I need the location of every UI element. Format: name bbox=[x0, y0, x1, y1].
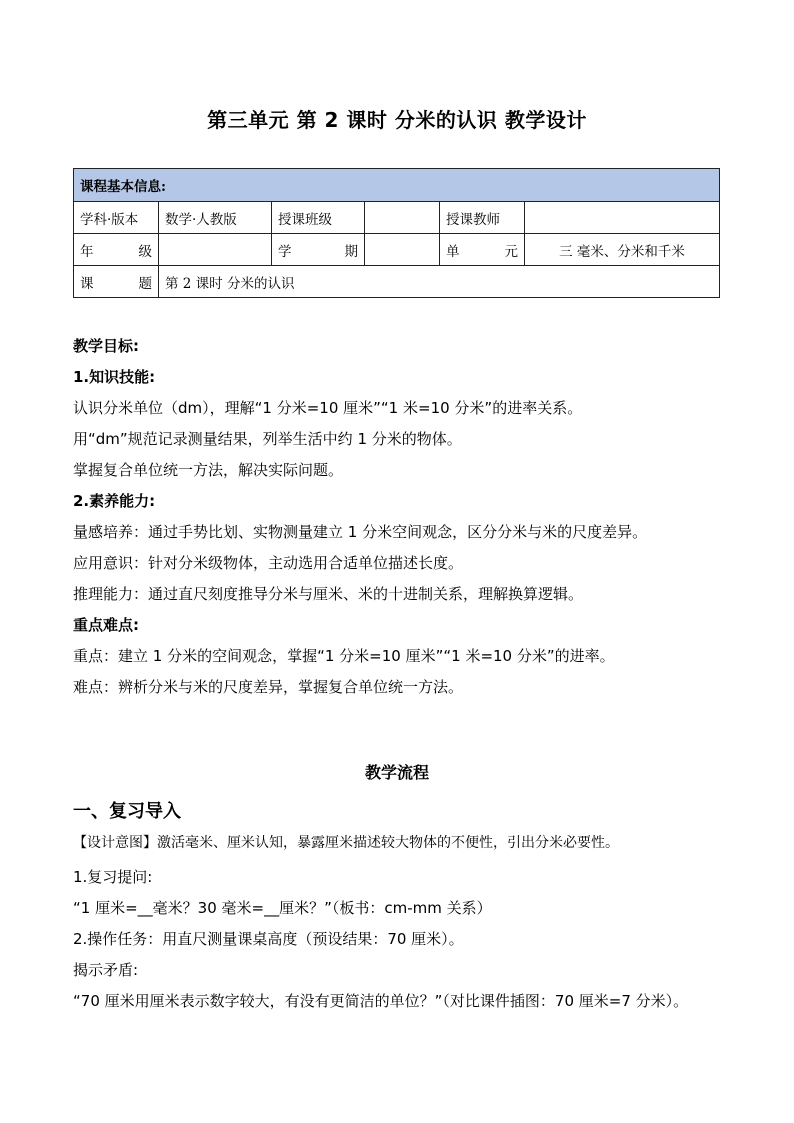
table-header: 课程基本信息: bbox=[74, 169, 720, 202]
topic-label-a: 课 bbox=[80, 275, 94, 292]
term-label bbox=[272, 234, 365, 266]
topic-label-b: 题 bbox=[138, 275, 152, 292]
objective-line: 推理能力：通过直尺刻度推导分米与厘米、米的十进制关系，理解换算逻辑。 bbox=[73, 585, 584, 603]
table-row bbox=[74, 202, 720, 234]
objective-line: 掌握复合单位统一方法，解决实际问题。 bbox=[73, 461, 344, 479]
subject-value: 数学·人教版 bbox=[159, 202, 272, 234]
unit-label bbox=[440, 234, 525, 266]
term-label-a: 学 bbox=[278, 243, 292, 260]
review-line: 揭示矛盾: bbox=[73, 961, 139, 979]
section-title: 一、复习导入 bbox=[73, 801, 181, 822]
unit-label-a: 单 bbox=[446, 243, 460, 260]
grade-label-b: 级 bbox=[138, 243, 152, 260]
objectives-subheading: 2.素养能力: bbox=[73, 492, 156, 510]
objective-line: 量感培养：通过手势比划、实物测量建立 1 分米空间观念，区分分米与米的尺度差异。 bbox=[73, 523, 648, 541]
review-section bbox=[73, 862, 763, 1017]
objectives-heading: 教学目标: bbox=[73, 337, 139, 355]
key-point-line: 难点：辨析分米与米的尺度差异，掌握复合单位统一方法。 bbox=[73, 678, 464, 696]
topic-label bbox=[74, 266, 159, 298]
class-label: 授课班级 bbox=[272, 202, 365, 234]
grade-label bbox=[74, 234, 159, 266]
design-intent: 【设计意图】激活毫米、厘米认知，暴露厘米描述较大物体的不便性，引出分米必要性。 bbox=[73, 835, 619, 851]
unit-value: 三 毫米、分米和千米 bbox=[525, 234, 720, 266]
teacher-label: 授课教师 bbox=[440, 202, 525, 234]
review-line: “70 厘米用厘米表示数字较大，有没有更简洁的单位？”（对比课件插图：70 厘米=7 分米）。 bbox=[73, 992, 689, 1010]
teacher-value bbox=[525, 202, 720, 234]
table-header-row bbox=[74, 169, 720, 202]
key-points-heading: 重点难点: bbox=[73, 616, 139, 634]
objective-line: 认识分米单位（dm），理解“1 分米=10 厘米”“1 米=10 分米”的进率关系。 bbox=[73, 399, 583, 417]
objective-line: 用“dm”规范记录测量结果，列举生活中约 1 分米的物体。 bbox=[73, 430, 462, 448]
flow-title: 教学流程 bbox=[364, 763, 429, 782]
review-line: “1 厘米=__毫米？30 毫米=__厘米？”（板书：cm-mm 关系） bbox=[73, 899, 492, 917]
document-title: 第三单元 第 2 课时 分米的认识 教学设计 bbox=[207, 108, 587, 132]
review-line: 1.复习提问: bbox=[73, 868, 153, 886]
course-info-table bbox=[73, 168, 720, 298]
grade-label-a: 年 bbox=[80, 243, 94, 260]
subject-label: 学科·版本 bbox=[74, 202, 159, 234]
key-point-line: 重点：建立 1 分米的空间观念，掌握“1 分米=10 厘米”“1 米=10 分米”的进率。 bbox=[73, 647, 615, 665]
unit-label-b: 元 bbox=[504, 243, 518, 260]
topic-value: 第 2 课时 分米的认识 bbox=[159, 266, 720, 298]
table-row bbox=[74, 266, 720, 298]
term-value bbox=[365, 234, 440, 266]
grade-value bbox=[159, 234, 272, 266]
objectives-section bbox=[73, 331, 753, 703]
table-row bbox=[74, 234, 720, 266]
objectives-subheading: 1.知识技能: bbox=[73, 368, 156, 386]
review-line: 2.操作任务：用直尺测量课桌高度（预设结果：70 厘米）。 bbox=[73, 930, 464, 948]
term-label-b: 期 bbox=[344, 243, 358, 260]
class-value bbox=[365, 202, 440, 234]
objective-line: 应用意识：针对分米级物体，主动选用合适单位描述长度。 bbox=[73, 554, 464, 572]
